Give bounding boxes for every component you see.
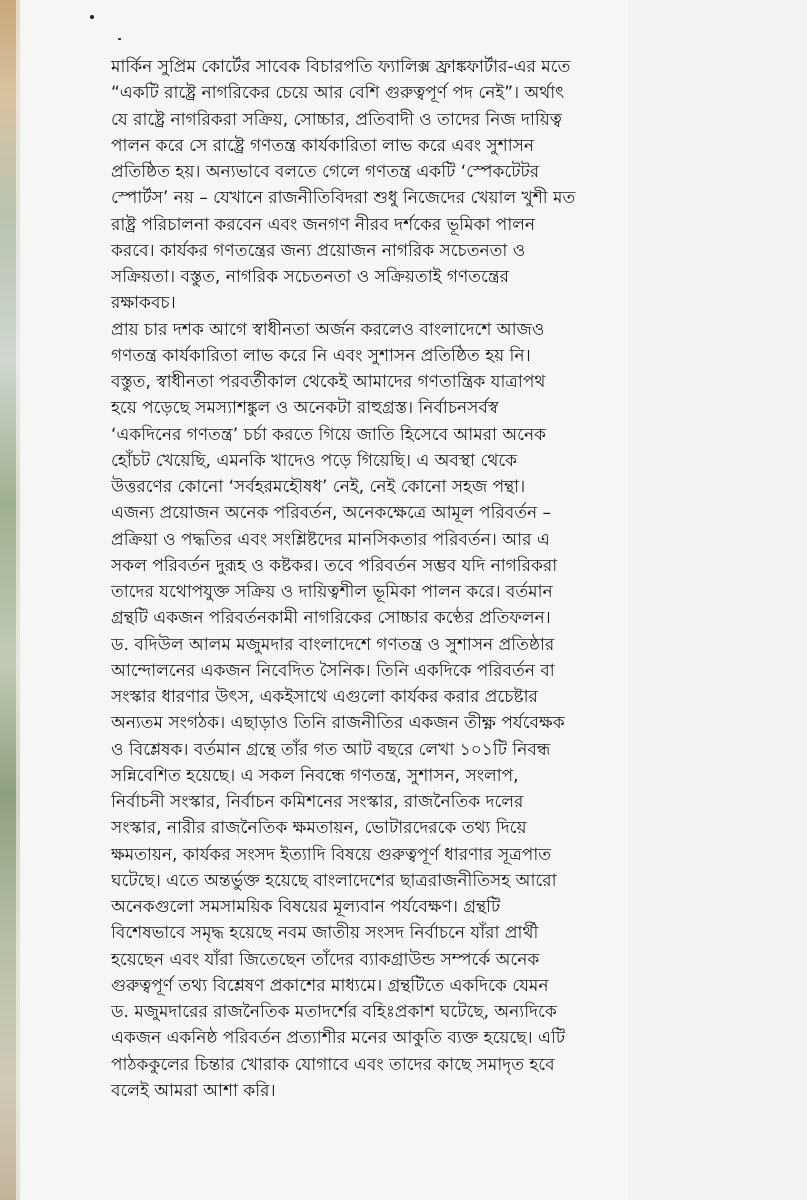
- text-line: ঘটেছে। এতে অন্তর্ভুক্ত হয়েছে বাংলাদেশের ছাত্ররাজনীতিসহ আরো: [111, 870, 557, 891]
- text-line: ক্ষমতায়ন, কার্যকর সংসদ ইত্যাদি বিষয়ে গুরুত্বপূর্ণ ধারণার সূত্রপাত: [111, 844, 552, 865]
- text-line: “একটি রাষ্ট্রে নাগরিকের চেয়ে আর বেশি গুরুত্বপূর্ণ পদ নেই”। অর্থাৎ: [111, 83, 565, 104]
- text-line: নির্বাচনী সংস্কার, নির্বাচন কমিশনের সংস্কার, রাজনৈতিক দলের: [111, 792, 524, 812]
- text-line: হয়েছেন এবং যাঁরা জিতেছেন তাঁদের ব্যাকগ্রাউন্ড সম্পর্কে অনেক: [111, 949, 540, 970]
- text-line: ও বিশ্লেষক। বর্তমান গ্রন্থে তাঁর গত আট বছরে লেখা ১০১টি নিবন্ধ: [111, 739, 551, 760]
- text-line: প্রায় চার দশক আগে স্বাধীনতা অর্জন করলেও বাংলাদেশে আজও: [111, 319, 545, 340]
- text-line: করবে। কার্যকর গণতন্ত্রের জন্য প্রয়োজন নাগরিক সচেতনতা ও: [111, 240, 526, 261]
- text-line: সংস্কার, নারীর রাজনৈতিক ক্ষমতায়ন, ভোটারদেরকে তথ্য দিয়ে: [111, 818, 527, 839]
- text-line: সংস্কার ধারণার উৎস, একইসাথে এগুলো কার্যকর করার প্রচেষ্টার: [111, 687, 538, 707]
- text-line: পালন করে সে রাষ্ট্রে গণতন্ত্র কার্যকারিতা লাভ করে এবং সুশাসন: [111, 135, 535, 156]
- text-line: গুরুত্বপূর্ণ তথ্য বিশ্লেষণ প্রকাশের মাধ্যমে। গ্রন্থটিতে একদিকে যেমন: [111, 975, 549, 996]
- book-cover-edge: [0, 0, 20, 1200]
- text-line: একজন একনিষ্ঠ পরিবর্তন প্রত্যাশীর মনের আকুতি ব্যক্ত হয়েছে। এটি: [111, 1028, 566, 1049]
- blank-margin: [628, 0, 807, 1200]
- text-line: হোঁচট খেয়েছি, এমনকি খাদেও পড়ে গিয়েছি। এ অবস্থা থেকে: [111, 450, 518, 471]
- text-line: বিশেষভাবে সমৃদ্ধ হয়েছে নবম জাতীয় সংসদ নির্বাচনে যাঁরা প্রার্থী: [111, 923, 539, 944]
- text-line: এজন্য প্রয়োজন অনেক পরিবর্তন, অনেকক্ষেত্রে আমূল পরিবর্তন –: [111, 503, 552, 524]
- text-line: যে রাষ্ট্রে নাগরিকরা সক্রিয়, সোচ্চার, প্রতিবাদী ও তাদের নিজ দায়িত্ব: [111, 109, 562, 130]
- text-line: তাদের যথোপযুক্ত সক্রিয় ও দায়িত্বশীল ভূমিকা পালন করে। বর্তমান: [111, 582, 553, 602]
- text-line: আন্দোলনের একজন নিবেদিত সৈনিক। তিনি একদিকে পরিবর্তন বা: [111, 660, 555, 681]
- text-line: গণতন্ত্র কার্যকারিতা লাভ করে নি এবং সুশাসন প্রতিষ্ঠিত হয় নি।: [111, 345, 531, 366]
- text-line: সক্রিয়তা। বস্তুত, নাগরিক সচেতনতা ও সক্রিয়তাই গণতন্ত্রের: [111, 267, 510, 287]
- text-line: বস্তুত, স্বাধীনতা পরবর্তীকাল থেকেই আমাদের গণতান্ত্রিক যাত্রাপথ: [111, 372, 546, 392]
- blurb-text: [111, 54, 616, 1104]
- text-line: অনেকগুলো সমসাময়িক বিষয়ের মূল্যবান পর্যবেক্ষণ। গ্রন্থটি: [111, 897, 501, 917]
- text-line: রাষ্ট্র পরিচালনা করবেন এবং জনগণ নীরব দর্শকের ভূমিকা পালন: [111, 214, 536, 235]
- ink-speck: [90, 15, 94, 19]
- text-line: উত্তরণের কোনো ‘সর্বহরমহৌষধ’ নেই, নেই কোনো সহজ পন্থা।: [111, 477, 526, 497]
- text-line: পাঠককুলের চিন্তার খোরাক যোগাবে এবং তাদের কাছে সমাদৃত হবে: [111, 1054, 555, 1075]
- text-line: স্পোর্টস’ নয় – যেখানে রাজনীতিবিদরা শুধু নিজেদের খেয়াল খুশী মত: [111, 188, 576, 209]
- text-line: ‘একদিনের গণতন্ত্র’ চর্চা করতে গিয়ে জাতি হিসেবে আমরা অনেক: [111, 424, 546, 445]
- text-line: ড. বদিউল আলম মজুমদার বাংলাদেশে গণতন্ত্র ও সুশাসন প্রতিষ্ঠার: [111, 634, 555, 655]
- text-line: ড. মজুমদারের রাজনৈতিক মতাদর্শের বহিঃপ্রকাশ ঘটেছে, অন্যদিকে: [111, 1002, 557, 1022]
- text-line: প্রক্রিয়া ও পদ্ধতির এবং সংশ্লিষ্টদের মানসিকতার পরিবর্তন। আর এ: [111, 529, 550, 550]
- text-line: বলেই আমরা আশা করি।: [111, 1080, 276, 1101]
- ink-mark: [118, 38, 121, 40]
- text-line: রক্ষাকবচ।: [111, 293, 176, 314]
- text-line: গ্রন্থটি একজন পরিবর্তনকামী নাগরিকের সোচ্চার কণ্ঠের প্রতিফলন।: [111, 608, 551, 629]
- text-line: মার্কিন সুপ্রিম কোর্টের সাবেক বিচারপতি ফ্যালিক্স ফ্রাঙ্কফার্টার-এর মতে: [111, 57, 571, 77]
- text-line: সকল পরিবর্তন দুরূহ ও কষ্টকর। তবে পরিবর্তন সম্ভব যদি নাগরিকরা: [111, 555, 558, 576]
- text-line: অন্যতম সংগঠক। এছাড়াও তিনি রাজনীতির একজন তীক্ষ্ণ পর্যবেক্ষক: [111, 713, 565, 734]
- text-line: প্রতিষ্ঠিত হয়। অন্যভাবে বলতে গেলে গণতন্ত্র একটি ‘স্পেকটেটর: [111, 162, 540, 182]
- text-line: হয়ে পড়েছে সমস্যাশঙ্কুল ও অনেকটা রাহুগ্রস্ত। নির্বাচনসর্বস্ব: [111, 398, 499, 419]
- text-line: সন্নিবেশিত হয়েছে। এ সকল নিবন্ধে গণতন্ত্র, সুশাসন, সংলাপ,: [111, 765, 519, 786]
